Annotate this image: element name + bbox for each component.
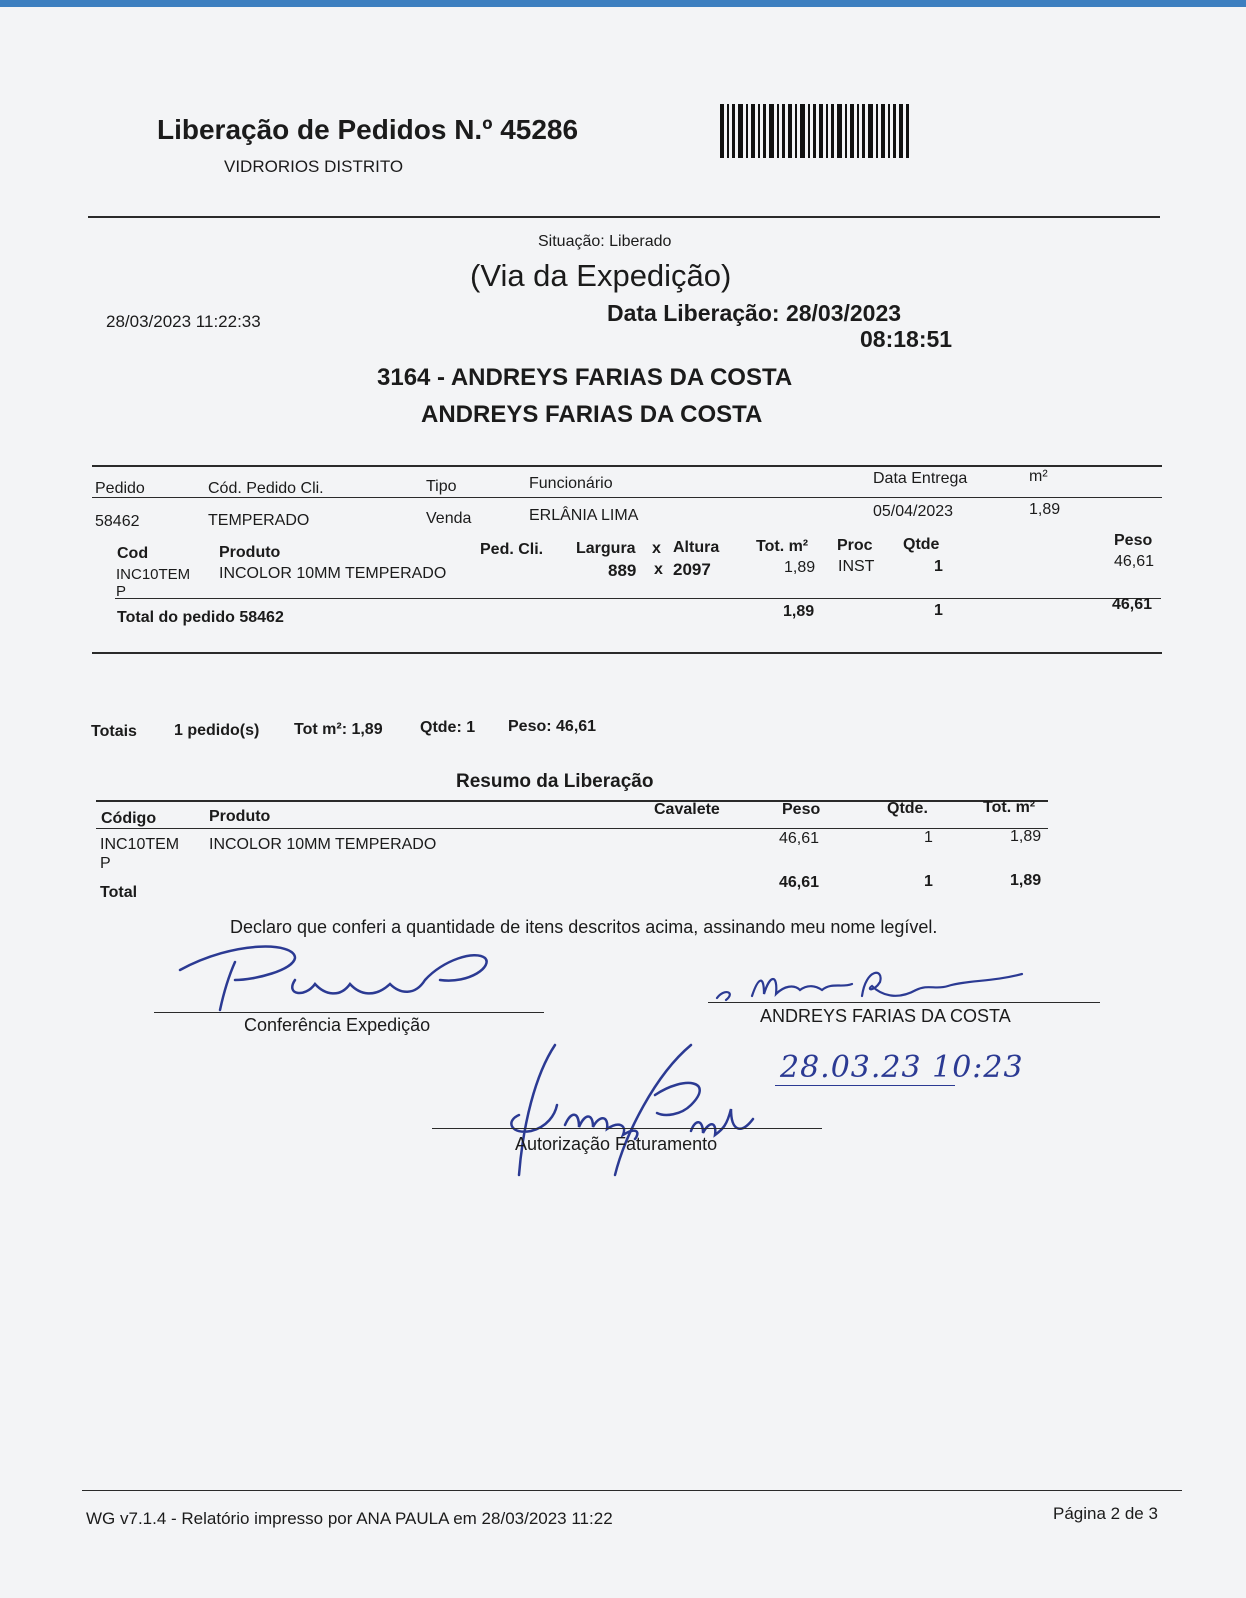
item-col-produto: Produto [219,544,281,561]
summary-code-line2: P [100,855,111,872]
conferencia-signature [175,940,515,1020]
item-col-x: x [652,540,661,557]
summary-tot-m2: 1,89 [1010,828,1042,845]
handwritten-date-line [775,1085,955,1086]
item-cod-line2: P [116,583,127,600]
item-col-qtde: Qtde [903,536,940,553]
item-product: INCOLOR 10MM TEMPERADO [219,565,447,582]
conferencia-label: Conferência Expedição [244,1015,431,1035]
totals-label: Totais [91,723,137,740]
order-total-label: Total do pedido 58462 [117,609,284,626]
document-title: Liberação de Pedidos N.º 45286 [157,114,579,145]
item-cod-line1: INC10TEM [116,566,191,583]
summary-code-line1: INC10TEM [100,836,180,853]
summary-total-label: Total [100,884,138,901]
summary-header-rule [96,828,1048,829]
summary-qtde: 1 [924,829,933,846]
item-col-cod: Cod [117,545,149,562]
col-tipo: Tipo [426,478,457,495]
totals-peso: Peso: 46,61 [508,718,597,735]
order-m2: 1,89 [1029,501,1061,518]
autorizacao-label: Autorização Faturamento [515,1134,718,1154]
conferencia-signature-line [154,1012,544,1013]
item-col-altura: Altura [673,539,720,556]
summary-col-produto: Produto [209,808,271,825]
summary-product: INCOLOR 10MM TEMPERADO [209,836,437,853]
summary-peso: 46,61 [779,830,820,847]
order-type: Venda [426,510,472,527]
order-number: 58462 [95,513,140,530]
item-tot-m2: 1,89 [784,559,816,576]
footer-rule [82,1490,1182,1491]
autorizacao-signature-line [432,1128,822,1129]
col-funcionario: Funcionário [529,475,613,492]
order-total-qtde: 1 [934,602,943,619]
barcode [720,104,910,158]
order-delivery-date: 05/04/2023 [873,503,954,520]
summary-col-tot-m2: Tot. m² [983,799,1036,816]
page-number: Página 2 de 3 [1053,1504,1158,1523]
item-proc: INST [838,558,875,575]
item-x: x [654,561,663,578]
col-data-entrega: Data Entrega [873,470,968,487]
summary-col-peso: Peso [782,801,821,818]
item-col-ped-cli: Ped. Cli. [480,541,544,558]
summary-total-tot-m2: 1,89 [1010,872,1042,889]
order-total-peso: 46,61 [1112,596,1153,613]
client-signature-line [708,1002,1100,1003]
order-total-m2: 1,89 [783,603,815,620]
col-pedido: Pedido [95,480,145,497]
item-col-tot-m2: Tot. m² [756,538,809,555]
autorizacao-signature [495,1035,785,1185]
order-header-rule [92,497,1162,498]
item-width: 889 [608,561,637,580]
summary-total-peso: 46,61 [779,874,820,891]
item-col-proc: Proc [837,537,873,554]
item-height: 2097 [673,560,711,579]
order-top-rule [92,465,1162,467]
order-client-code: TEMPERADO [208,512,310,529]
summary-col-codigo: Código [101,810,157,827]
totals-orders: 1 pedido(s) [174,722,260,739]
summary-col-cavalete: Cavalete [654,801,720,818]
item-col-largura: Largura [576,540,636,557]
status-text: Situação: Liberado [538,233,672,250]
client-line-2: ANDREYS FARIAS DA COSTA [421,401,763,428]
order-bottom-rule [92,652,1162,654]
summary-title: Resumo da Liberação [456,771,654,792]
client-line-1: 3164 - ANDREYS FARIAS DA COSTA [377,364,793,391]
handwritten-date: 28.03.23 10:23 [780,1050,1024,1085]
printed-timestamp: 28/03/2023 11:22:33 [106,312,261,331]
totals-m2: Tot m²: 1,89 [294,721,383,738]
item-qtde: 1 [934,558,943,575]
totals-qtde: Qtde: 1 [420,719,476,736]
release-time: 08:18:51 [860,326,953,352]
col-m2: m² [1029,468,1048,485]
company-name: VIDRORIOS DISTRITO [224,157,404,176]
col-cod-pedido-cli: Cód. Pedido Cli. [208,480,324,497]
order-employee: ERLÂNIA LIMA [529,507,639,524]
client-signature-name: ANDREYS FARIAS DA COSTA [760,1006,1011,1026]
footer-printed-by: WG v7.1.4 - Relatório impresso por ANA PAULA em 28/03/2023 11:22 [86,1509,613,1528]
item-peso: 46,61 [1114,553,1155,570]
declaration-text: Declaro que conferi a quantidade de itens descritos acima, assinando meu nome legível. [230,917,938,937]
release-date: Data Liberação: 28/03/2023 [607,300,902,326]
item-col-peso: Peso [1114,532,1153,549]
summary-col-qtde: Qtde. [887,800,928,817]
top-edge-bar [0,0,1246,7]
copy-label: (Via da Expedição) [470,258,732,293]
order-total-rule [115,598,1161,599]
summary-total-qtde: 1 [924,873,933,890]
header-divider [88,216,1160,218]
